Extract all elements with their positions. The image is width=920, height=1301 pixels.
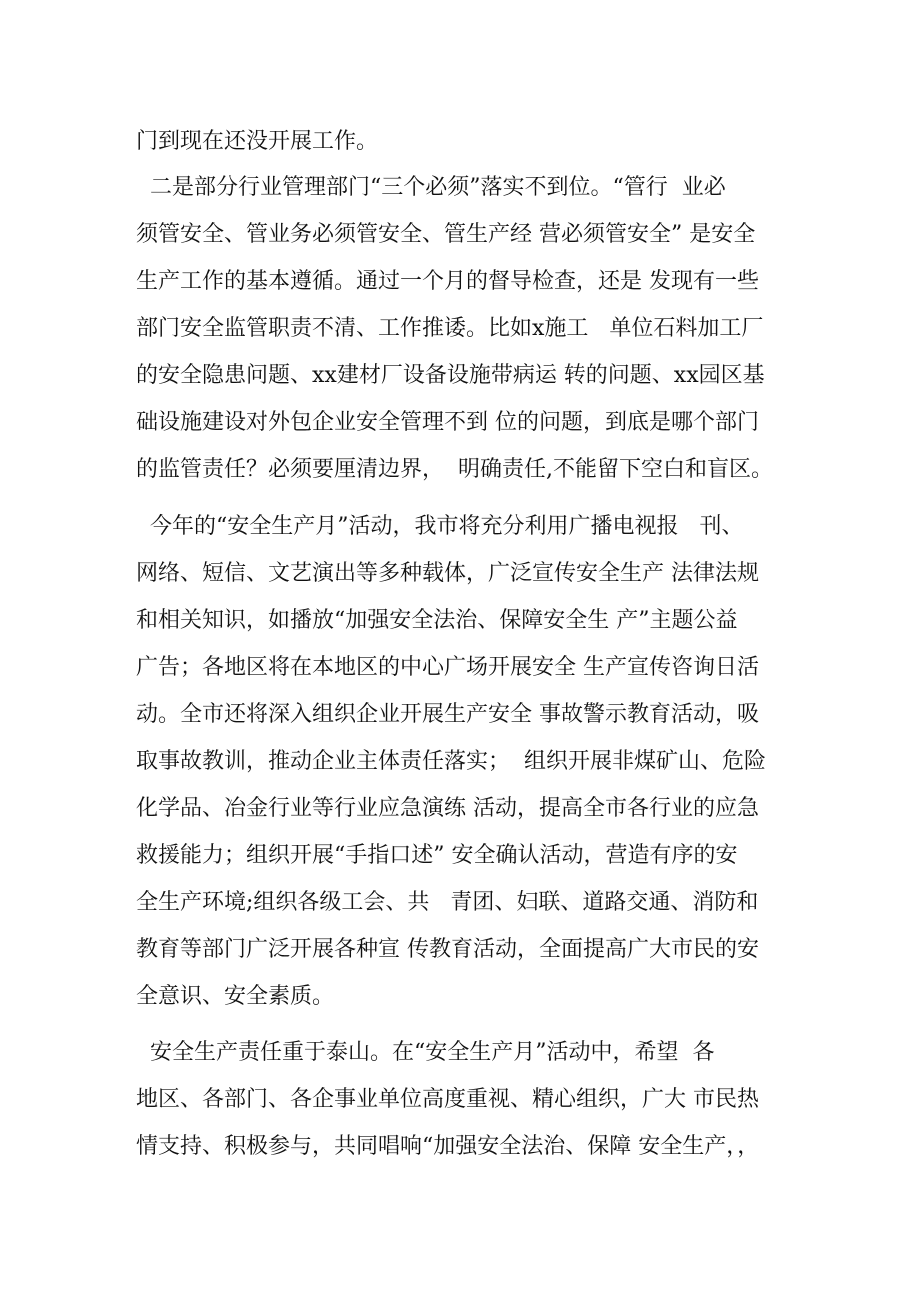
text-line: 教育等部门广泛开展各种宣 传教育活动，全面提高广大市民的安 <box>136 937 759 962</box>
text-line: 取事故教训，推动企业主体责任落实； 组织开展非煤矿山、危险 <box>136 749 766 774</box>
text-line: 生产工作的基本遵循。通过一个月的督导检查，还是 发现有一些 <box>136 269 759 294</box>
text-line: 二是部分行业管理部门“三个必须”落实不到位。“管行 业必 <box>136 175 726 200</box>
text-line: 今年的“安全生产月”活动，我市将充分利用广播电视报 刊、 <box>136 514 744 539</box>
text-line: 的监管责任？必须要厘清边界， 明确责任,不能留下空白和盲区。 <box>136 457 773 482</box>
text-line: 全生产环境;组织各级工会、共 青团、妇联、道路交通、消防和 <box>136 890 759 915</box>
text-line: 网络、短信、文艺演出等多种载体，广泛宣传安全生产 法律法规 <box>136 561 759 586</box>
text-line: 础设施建设对外包企业安全管理不到 位的问题，到底是哪个部门 <box>136 410 759 435</box>
text-line: 广告；各地区将在本地区的中心广场开展安全 生产宣传咨询日活 <box>136 655 759 680</box>
text-line: 化学品、冶金行业等行业应急演练 活动，提高全市各行业的应急 <box>136 796 759 821</box>
text-line: 部门安全监管职责不清、工作推诿。比如x施工 单位石料加工厂 <box>136 316 764 341</box>
text-line: 门到现在还没开展工作。 <box>136 129 379 154</box>
text-line: 救援能力；组织开展“手指口述” 安全确认活动，营造有序的安 <box>136 843 738 868</box>
text-line: 安全生产责任重于泰山。在“安全生产月”活动中，希望 各 <box>136 1040 715 1065</box>
text-line: 全意识、安全素质。 <box>136 984 335 1009</box>
text-line: 须管安全、管业务必须管安全、管生产经 营必须管安全” 是安全 <box>136 222 756 247</box>
text-line: 动。全市还将深入组织企业开展生产安全 事故警示教育活动，吸 <box>136 702 759 727</box>
text-line: 和相关知识，如播放“加强安全法治、保障安全生 产”主题公益 <box>136 608 738 633</box>
text-line: 情支持、积极参与，共同唱响“加强安全法治、保障 安全生产，， <box>136 1134 760 1159</box>
text-line: 的安全隐患问题、xx建材厂设备设施带病运 转的问题、xx园区基 <box>136 363 765 388</box>
text-line: 地区、各部门、各企事业单位高度重视、精心组织，广大 市民热 <box>136 1087 759 1112</box>
